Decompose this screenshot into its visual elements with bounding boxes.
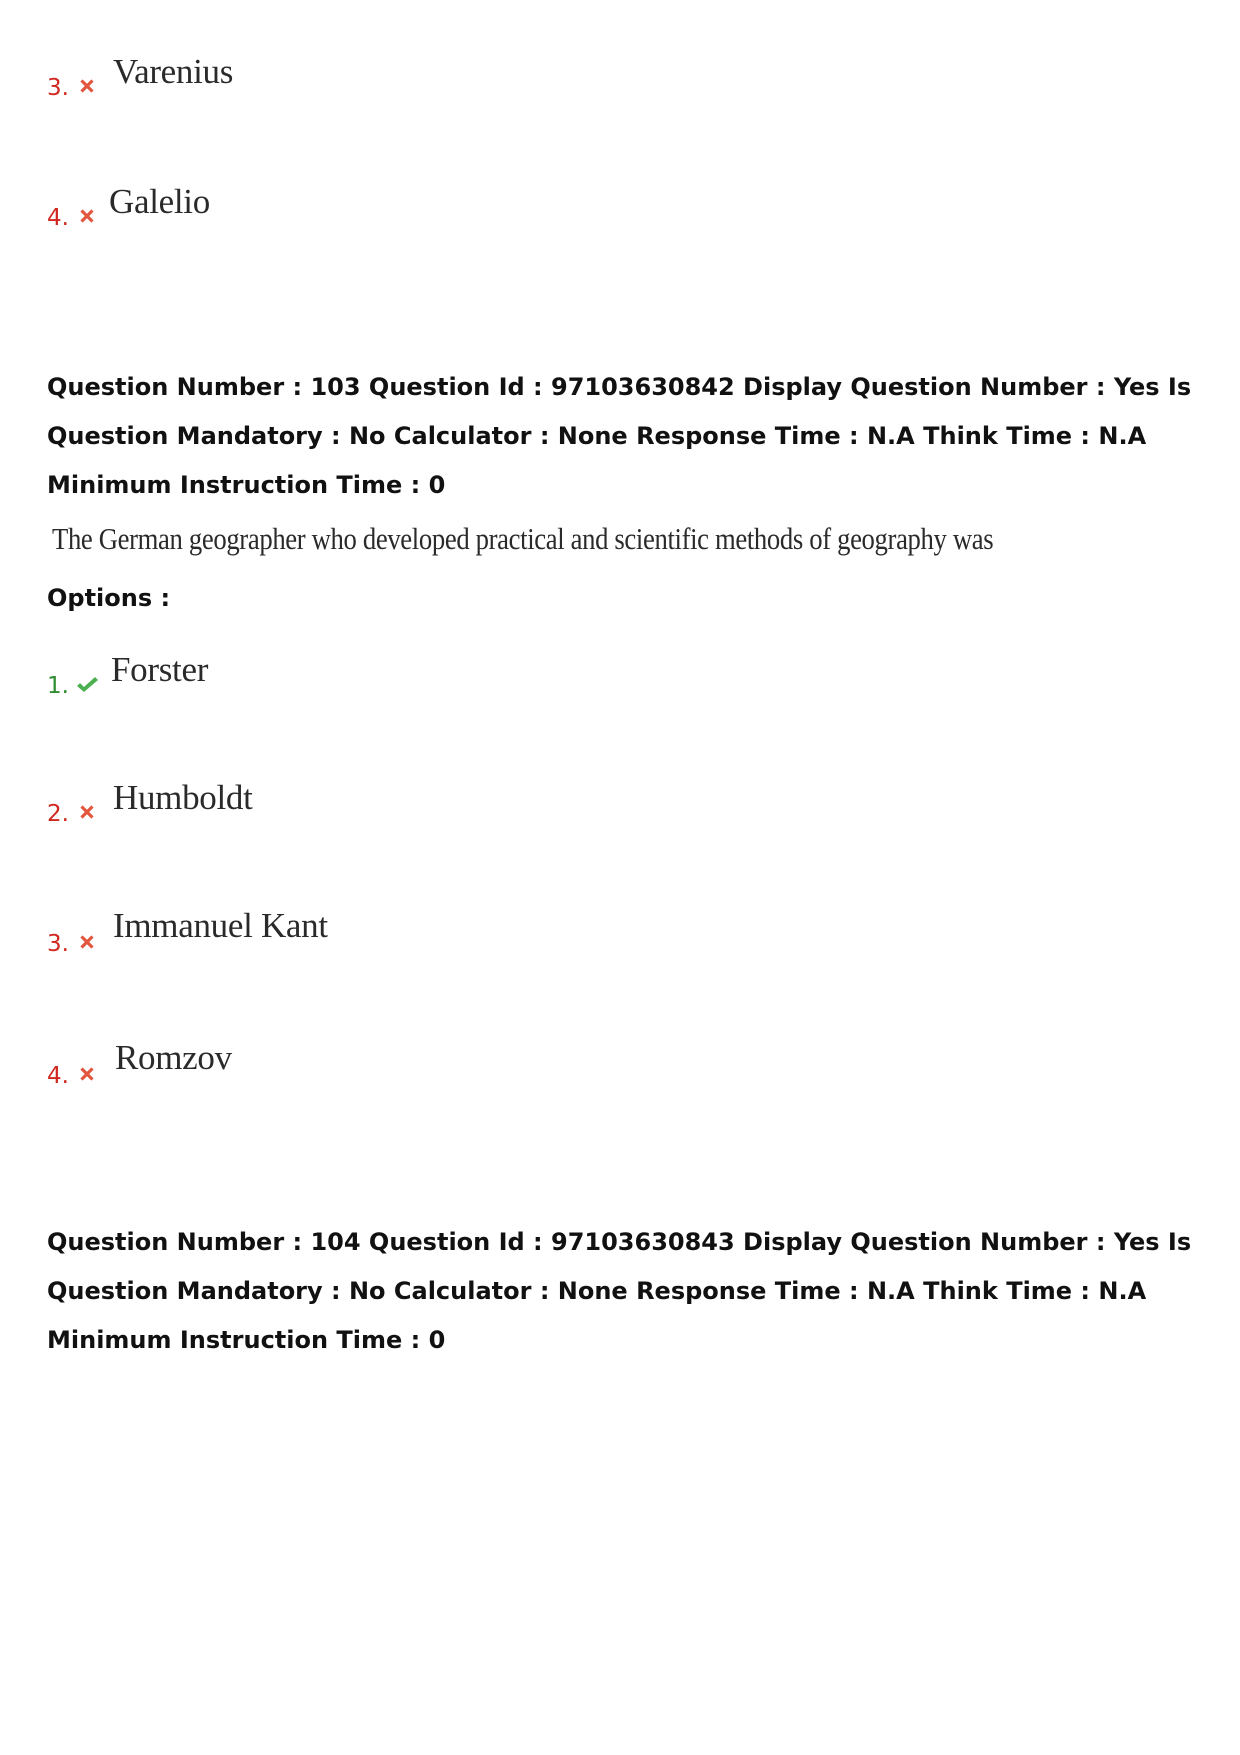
list-item (47, 52, 747, 130)
option-number: 4. (47, 1063, 69, 1089)
options-label: Options : (47, 584, 171, 612)
cross-icon (76, 1063, 98, 1085)
question-metadata: Question Number : 104 Question Id : 97103630843 Display Question Number : Yes Is Question Mandatory : No Calculator : None Response Time : N.A Think Time : N.A Minimum Instruction Time : 0 (47, 1228, 1192, 1354)
cross-icon (76, 801, 98, 823)
option-text: Humboldt (113, 778, 253, 817)
check-icon (75, 674, 99, 696)
option-number: 1. (47, 673, 69, 699)
list-item (47, 778, 747, 856)
option-number: 4. (47, 205, 69, 231)
cross-icon (76, 931, 98, 953)
cross-icon (76, 75, 98, 97)
option-number: 3. (47, 75, 69, 101)
option-text: Varenius (113, 52, 234, 91)
question-metadata: Question Number : 103 Question Id : 97103630842 Display Question Number : Yes Is Question Mandatory : No Calculator : None Response Time : N.A Think Time : N.A Minimum Instruction Time : 0 (47, 373, 1192, 499)
list-item (47, 650, 747, 728)
option-text: Immanuel Kant (113, 906, 328, 945)
option-text: Forster (111, 650, 209, 689)
cross-icon (76, 205, 98, 227)
option-text: Galelio (109, 182, 210, 221)
list-item (47, 906, 747, 986)
question-stem: The German geographer who developed practical and scientific methods of geography was (52, 521, 994, 556)
option-number: 3. (47, 931, 69, 957)
option-text: Romzov (115, 1038, 232, 1077)
option-number: 2. (47, 801, 69, 827)
list-item (47, 1038, 747, 1118)
list-item (47, 182, 747, 260)
